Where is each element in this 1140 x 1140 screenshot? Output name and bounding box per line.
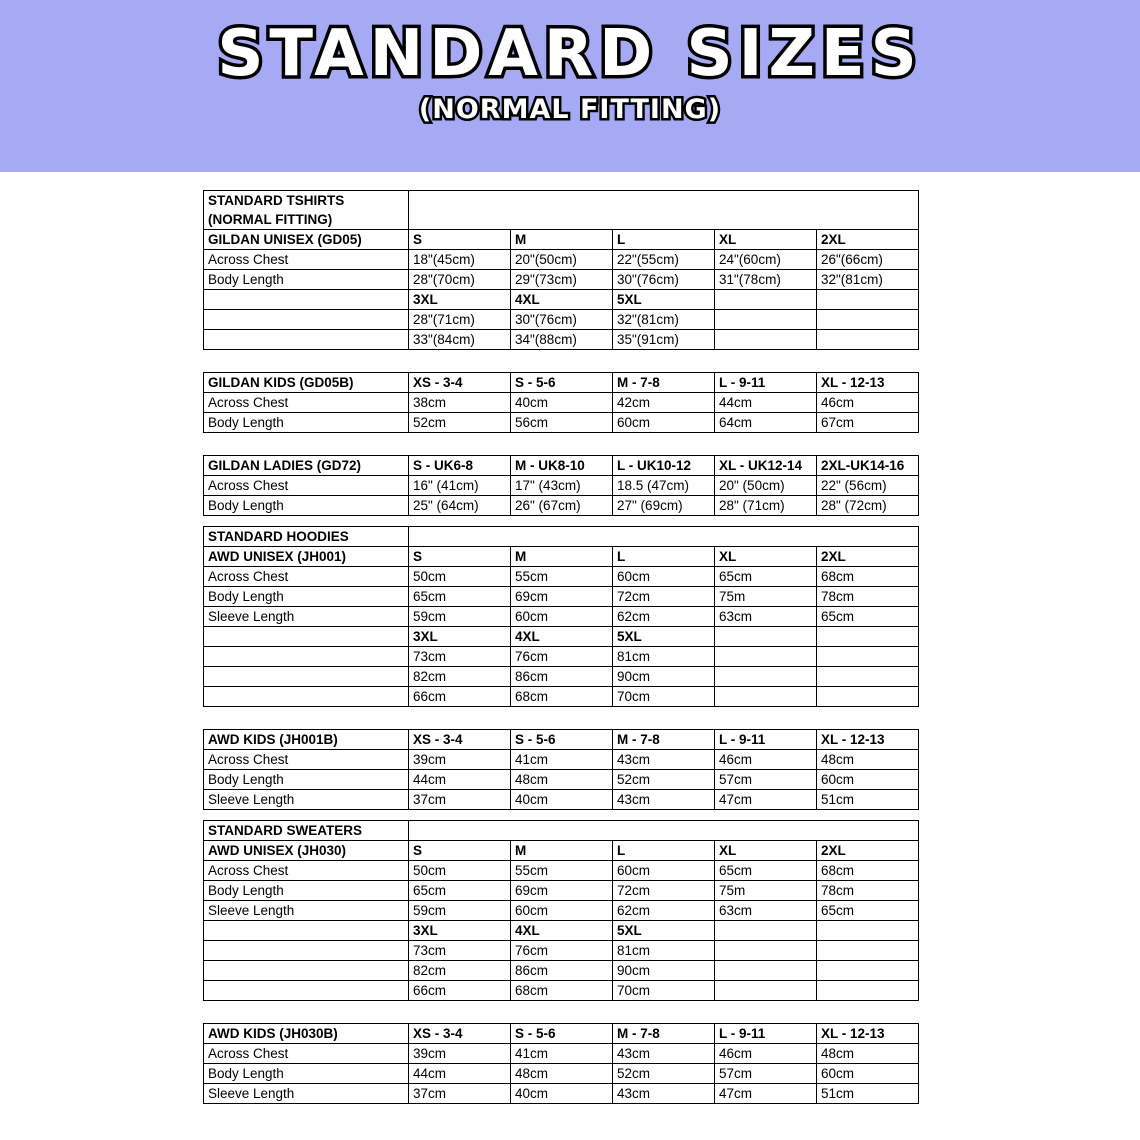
- measure-value: 57cm: [715, 770, 817, 790]
- measure-value: 43cm: [613, 1044, 715, 1064]
- size-header: M - 7-8: [613, 373, 715, 393]
- spacer-cell: [409, 527, 919, 547]
- spacer-cell: [204, 941, 409, 961]
- table-row: [204, 770, 919, 790]
- size-header: L - 9-11: [715, 1024, 817, 1044]
- measure-value: 63cm: [715, 901, 817, 921]
- table-standard-hoodies: [203, 526, 919, 707]
- section-heading-hoodies: STANDARD HOODIES: [204, 527, 409, 547]
- spacer-cell: [204, 921, 409, 941]
- measure-value: 62cm: [613, 901, 715, 921]
- table-row: [204, 901, 919, 921]
- measure-value: 73cm: [409, 941, 511, 961]
- size-header: 5XL: [613, 627, 715, 647]
- spacer-cell: [817, 961, 919, 981]
- measure-value: 35"(91cm): [613, 330, 715, 350]
- measure-value: 70cm: [613, 687, 715, 707]
- section-heading-line1: STANDARD TSHIRTS: [208, 193, 345, 208]
- measure-value: 27" (69cm): [613, 496, 715, 516]
- measure-value: 68cm: [511, 687, 613, 707]
- table-gildan-ladies: [203, 455, 919, 516]
- spacer-cell: [817, 687, 919, 707]
- measure-label: Across Chest: [204, 250, 409, 270]
- measure-value: 60cm: [511, 901, 613, 921]
- size-header: XL - 12-13: [817, 730, 919, 750]
- measure-value: 60cm: [511, 607, 613, 627]
- measure-label: Across Chest: [204, 1044, 409, 1064]
- spacer-cell: [817, 290, 919, 310]
- measure-value: 52cm: [613, 770, 715, 790]
- measure-value: 66cm: [409, 981, 511, 1001]
- size-header: S - UK6-8: [409, 456, 511, 476]
- table-row: [204, 607, 919, 627]
- measure-value: 59cm: [409, 901, 511, 921]
- measure-value: 64cm: [715, 413, 817, 433]
- measure-value: 50cm: [409, 567, 511, 587]
- spacer-cell: [204, 290, 409, 310]
- table-row: [204, 413, 919, 433]
- spacer-cell: [409, 191, 919, 230]
- size-header: 3XL: [409, 921, 511, 941]
- measure-value: 25" (64cm): [409, 496, 511, 516]
- table-gildan-kids: [203, 372, 919, 433]
- table-row: [204, 1064, 919, 1084]
- measure-value: 32"(81cm): [613, 310, 715, 330]
- measure-value: 24"(60cm): [715, 250, 817, 270]
- measure-value: 40cm: [511, 790, 613, 810]
- measure-label: Body Length: [204, 881, 409, 901]
- measure-value: 39cm: [409, 1044, 511, 1064]
- measure-value: 48cm: [511, 1064, 613, 1084]
- product-name-awd-unisex-sweater: AWD UNISEX (JH030): [204, 841, 409, 861]
- size-header: L - 9-11: [715, 730, 817, 750]
- measure-value: 76cm: [511, 647, 613, 667]
- measure-value: 41cm: [511, 750, 613, 770]
- section-heading-tshirts: [204, 191, 409, 230]
- table-row: [204, 1084, 919, 1104]
- measure-label: Sleeve Length: [204, 607, 409, 627]
- table-row: [204, 250, 919, 270]
- product-name-gildan-ladies: GILDAN LADIES (GD72): [204, 456, 409, 476]
- size-header: L: [613, 230, 715, 250]
- spacer-cell: [715, 290, 817, 310]
- spacer-cell: [204, 627, 409, 647]
- table-row: [204, 821, 919, 841]
- spacer-cell: [817, 310, 919, 330]
- measure-value: 90cm: [613, 961, 715, 981]
- table-row: [204, 476, 919, 496]
- measure-value: 52cm: [409, 413, 511, 433]
- measure-value: 30"(76cm): [511, 310, 613, 330]
- measure-value: 65cm: [817, 607, 919, 627]
- measure-value: 37cm: [409, 1084, 511, 1104]
- measure-value: 18.5 (47cm): [613, 476, 715, 496]
- measure-value: 22"(55cm): [613, 250, 715, 270]
- measure-value: 32"(81cm): [817, 270, 919, 290]
- measure-value: 34"(88cm): [511, 330, 613, 350]
- section-heading-sweaters: STANDARD SWEATERS: [204, 821, 409, 841]
- measure-value: 67cm: [817, 413, 919, 433]
- section-gap: [0, 1001, 1140, 1023]
- measure-label: Sleeve Length: [204, 1084, 409, 1104]
- size-header: M: [511, 230, 613, 250]
- measure-value: 81cm: [613, 941, 715, 961]
- size-header: S - 5-6: [511, 373, 613, 393]
- spacer-cell: [715, 667, 817, 687]
- measure-value: 29"(73cm): [511, 270, 613, 290]
- spacer-cell: [715, 687, 817, 707]
- table-row: [204, 921, 919, 941]
- spacer-cell: [204, 330, 409, 350]
- spacer-cell: [409, 821, 919, 841]
- measure-value: 44cm: [715, 393, 817, 413]
- table-row: [204, 191, 919, 230]
- measure-label: Body Length: [204, 1064, 409, 1084]
- section-gap: [0, 810, 1140, 820]
- spacer-cell: [715, 627, 817, 647]
- product-name-awd-kids-hoodie: AWD KIDS (JH001B): [204, 730, 409, 750]
- size-header: 4XL: [511, 921, 613, 941]
- measure-value: 40cm: [511, 1084, 613, 1104]
- table-row: [204, 790, 919, 810]
- table-row: [204, 647, 919, 667]
- measure-value: 48cm: [817, 750, 919, 770]
- measure-value: 55cm: [511, 567, 613, 587]
- size-header: XL - UK12-14: [715, 456, 817, 476]
- spacer-cell: [715, 961, 817, 981]
- measure-value: 28"(70cm): [409, 270, 511, 290]
- measure-value: 60cm: [817, 770, 919, 790]
- size-charts-sheet: [0, 172, 1140, 1104]
- table-row: [204, 496, 919, 516]
- measure-value: 82cm: [409, 961, 511, 981]
- size-header: XL: [715, 841, 817, 861]
- measure-label: Across Chest: [204, 393, 409, 413]
- measure-value: 20"(50cm): [511, 250, 613, 270]
- size-header: S - 5-6: [511, 730, 613, 750]
- measure-value: 52cm: [613, 1064, 715, 1084]
- size-header: 5XL: [613, 921, 715, 941]
- measure-value: 43cm: [613, 790, 715, 810]
- size-header: 2XL: [817, 547, 919, 567]
- size-header: XS - 3-4: [409, 1024, 511, 1044]
- measure-value: 56cm: [511, 413, 613, 433]
- measure-label: Across Chest: [204, 861, 409, 881]
- measure-value: 39cm: [409, 750, 511, 770]
- size-header: 5XL: [613, 290, 715, 310]
- size-header: 4XL: [511, 627, 613, 647]
- measure-value: 69cm: [511, 587, 613, 607]
- measure-value: 43cm: [613, 750, 715, 770]
- section-gap: [0, 516, 1140, 526]
- size-header: S - 5-6: [511, 1024, 613, 1044]
- page-subtitle: (NORMAL FITTING): [418, 94, 722, 125]
- table-standard-sweaters: [203, 820, 919, 1001]
- spacer-cell: [817, 667, 919, 687]
- measure-value: 86cm: [511, 961, 613, 981]
- size-header: M - 7-8: [613, 1024, 715, 1044]
- size-header: 3XL: [409, 627, 511, 647]
- table-row: [204, 881, 919, 901]
- measure-value: 55cm: [511, 861, 613, 881]
- spacer-cell: [715, 330, 817, 350]
- spacer-cell: [204, 647, 409, 667]
- table-awd-kids-sweater: [203, 1023, 919, 1104]
- measure-value: 75m: [715, 881, 817, 901]
- section-heading-line2: (NORMAL FITTING): [208, 212, 333, 227]
- size-header: 2XL-UK14-16: [817, 456, 919, 476]
- size-header: 2XL: [817, 841, 919, 861]
- measure-value: 65cm: [409, 881, 511, 901]
- table-row: [204, 941, 919, 961]
- measure-value: 28" (71cm): [715, 496, 817, 516]
- measure-value: 30"(76cm): [613, 270, 715, 290]
- size-header: XS - 3-4: [409, 373, 511, 393]
- table-row: [204, 230, 919, 250]
- table-row: [204, 310, 919, 330]
- spacer-cell: [817, 647, 919, 667]
- spacer-cell: [817, 921, 919, 941]
- table-row: [204, 567, 919, 587]
- measure-value: 18"(45cm): [409, 250, 511, 270]
- measure-value: 72cm: [613, 881, 715, 901]
- table-row: [204, 750, 919, 770]
- measure-value: 22" (56cm): [817, 476, 919, 496]
- measure-value: 28"(71cm): [409, 310, 511, 330]
- measure-value: 86cm: [511, 667, 613, 687]
- measure-value: 38cm: [409, 393, 511, 413]
- size-header: XL - 12-13: [817, 1024, 919, 1044]
- spacer-cell: [204, 687, 409, 707]
- section-gap: [0, 350, 1140, 372]
- measure-label: Body Length: [204, 413, 409, 433]
- measure-value: 41cm: [511, 1044, 613, 1064]
- size-header: L: [613, 841, 715, 861]
- table-row: [204, 547, 919, 567]
- product-name-gildan-unisex: GILDAN UNISEX (GD05): [204, 230, 409, 250]
- measure-value: 16" (41cm): [409, 476, 511, 496]
- size-header: 2XL: [817, 230, 919, 250]
- spacer-cell: [715, 647, 817, 667]
- measure-value: 44cm: [409, 1064, 511, 1084]
- measure-value: 65cm: [715, 567, 817, 587]
- measure-value: 51cm: [817, 790, 919, 810]
- measure-value: 78cm: [817, 881, 919, 901]
- size-header: XS - 3-4: [409, 730, 511, 750]
- measure-value: 60cm: [613, 413, 715, 433]
- spacer-cell: [817, 981, 919, 1001]
- table-row: [204, 290, 919, 310]
- spacer-cell: [817, 627, 919, 647]
- measure-label: Body Length: [204, 587, 409, 607]
- spacer-cell: [204, 667, 409, 687]
- measure-value: 46cm: [715, 750, 817, 770]
- table-row: [204, 841, 919, 861]
- spacer-cell: [817, 941, 919, 961]
- size-header: L - UK10-12: [613, 456, 715, 476]
- table-row: [204, 330, 919, 350]
- table-row: [204, 981, 919, 1001]
- table-awd-kids-hoodie: [203, 729, 919, 810]
- measure-label: Sleeve Length: [204, 790, 409, 810]
- size-header: M - UK8-10: [511, 456, 613, 476]
- size-header: M: [511, 841, 613, 861]
- size-header: S: [409, 841, 511, 861]
- size-header: M: [511, 547, 613, 567]
- measure-label: Body Length: [204, 770, 409, 790]
- table-row: [204, 587, 919, 607]
- measure-value: 68cm: [817, 567, 919, 587]
- size-header: S: [409, 230, 511, 250]
- measure-value: 63cm: [715, 607, 817, 627]
- table-row: [204, 373, 919, 393]
- table-row: [204, 393, 919, 413]
- measure-value: 26" (67cm): [511, 496, 613, 516]
- section-gap: [0, 707, 1140, 729]
- table-row: [204, 527, 919, 547]
- spacer-cell: [715, 310, 817, 330]
- measure-value: 51cm: [817, 1084, 919, 1104]
- table-row: [204, 861, 919, 881]
- measure-value: 48cm: [817, 1044, 919, 1064]
- measure-label: Across Chest: [204, 750, 409, 770]
- page-header-banner: [0, 0, 1140, 172]
- measure-value: 72cm: [613, 587, 715, 607]
- measure-value: 33"(84cm): [409, 330, 511, 350]
- measure-value: 47cm: [715, 1084, 817, 1104]
- spacer-cell: [715, 921, 817, 941]
- measure-value: 76cm: [511, 941, 613, 961]
- measure-value: 59cm: [409, 607, 511, 627]
- table-row: [204, 961, 919, 981]
- measure-value: 81cm: [613, 647, 715, 667]
- spacer-cell: [817, 330, 919, 350]
- measure-value: 40cm: [511, 393, 613, 413]
- size-header: XL - 12-13: [817, 373, 919, 393]
- product-name-awd-kids-sweater: AWD KIDS (JH030B): [204, 1024, 409, 1044]
- measure-value: 57cm: [715, 1064, 817, 1084]
- measure-value: 78cm: [817, 587, 919, 607]
- size-header: L: [613, 547, 715, 567]
- measure-value: 28" (72cm): [817, 496, 919, 516]
- page-title: STANDARD SIZES: [217, 17, 923, 91]
- measure-value: 46cm: [715, 1044, 817, 1064]
- measure-value: 65cm: [817, 901, 919, 921]
- measure-value: 69cm: [511, 881, 613, 901]
- measure-value: 66cm: [409, 687, 511, 707]
- measure-value: 37cm: [409, 790, 511, 810]
- measure-value: 60cm: [613, 567, 715, 587]
- section-gap: [0, 433, 1140, 455]
- table-row: [204, 1024, 919, 1044]
- measure-label: Body Length: [204, 496, 409, 516]
- measure-value: 48cm: [511, 770, 613, 790]
- product-name-awd-unisex-hoodie: AWD UNISEX (JH001): [204, 547, 409, 567]
- measure-value: 44cm: [409, 770, 511, 790]
- measure-value: 47cm: [715, 790, 817, 810]
- measure-value: 50cm: [409, 861, 511, 881]
- table-row: [204, 456, 919, 476]
- size-header: M - 7-8: [613, 730, 715, 750]
- measure-value: 68cm: [817, 861, 919, 881]
- measure-value: 60cm: [817, 1064, 919, 1084]
- measure-value: 82cm: [409, 667, 511, 687]
- measure-label: Across Chest: [204, 567, 409, 587]
- table-row: [204, 270, 919, 290]
- measure-value: 26"(66cm): [817, 250, 919, 270]
- size-header: 4XL: [511, 290, 613, 310]
- measure-label: Sleeve Length: [204, 901, 409, 921]
- size-header: S: [409, 547, 511, 567]
- measure-value: 65cm: [715, 861, 817, 881]
- measure-value: 73cm: [409, 647, 511, 667]
- spacer-cell: [715, 981, 817, 1001]
- table-row: [204, 1044, 919, 1064]
- measure-value: 70cm: [613, 981, 715, 1001]
- measure-value: 62cm: [613, 607, 715, 627]
- spacer-cell: [204, 981, 409, 1001]
- table-standard-tshirts: [203, 190, 919, 350]
- table-row: [204, 667, 919, 687]
- measure-value: 20" (50cm): [715, 476, 817, 496]
- measure-value: 68cm: [511, 981, 613, 1001]
- measure-label: Across Chest: [204, 476, 409, 496]
- measure-value: 75m: [715, 587, 817, 607]
- size-header: L - 9-11: [715, 373, 817, 393]
- table-row: [204, 730, 919, 750]
- spacer-cell: [715, 941, 817, 961]
- table-row: [204, 687, 919, 707]
- measure-value: 46cm: [817, 393, 919, 413]
- table-row: [204, 627, 919, 647]
- spacer-cell: [204, 310, 409, 330]
- measure-value: 31"(78cm): [715, 270, 817, 290]
- measure-value: 90cm: [613, 667, 715, 687]
- size-header: XL: [715, 230, 817, 250]
- product-name-gildan-kids: GILDAN KIDS (GD05B): [204, 373, 409, 393]
- measure-value: 17" (43cm): [511, 476, 613, 496]
- measure-value: 43cm: [613, 1084, 715, 1104]
- measure-value: 60cm: [613, 861, 715, 881]
- size-header: XL: [715, 547, 817, 567]
- measure-label: Body Length: [204, 270, 409, 290]
- size-header: 3XL: [409, 290, 511, 310]
- measure-value: 65cm: [409, 587, 511, 607]
- spacer-cell: [204, 961, 409, 981]
- measure-value: 42cm: [613, 393, 715, 413]
